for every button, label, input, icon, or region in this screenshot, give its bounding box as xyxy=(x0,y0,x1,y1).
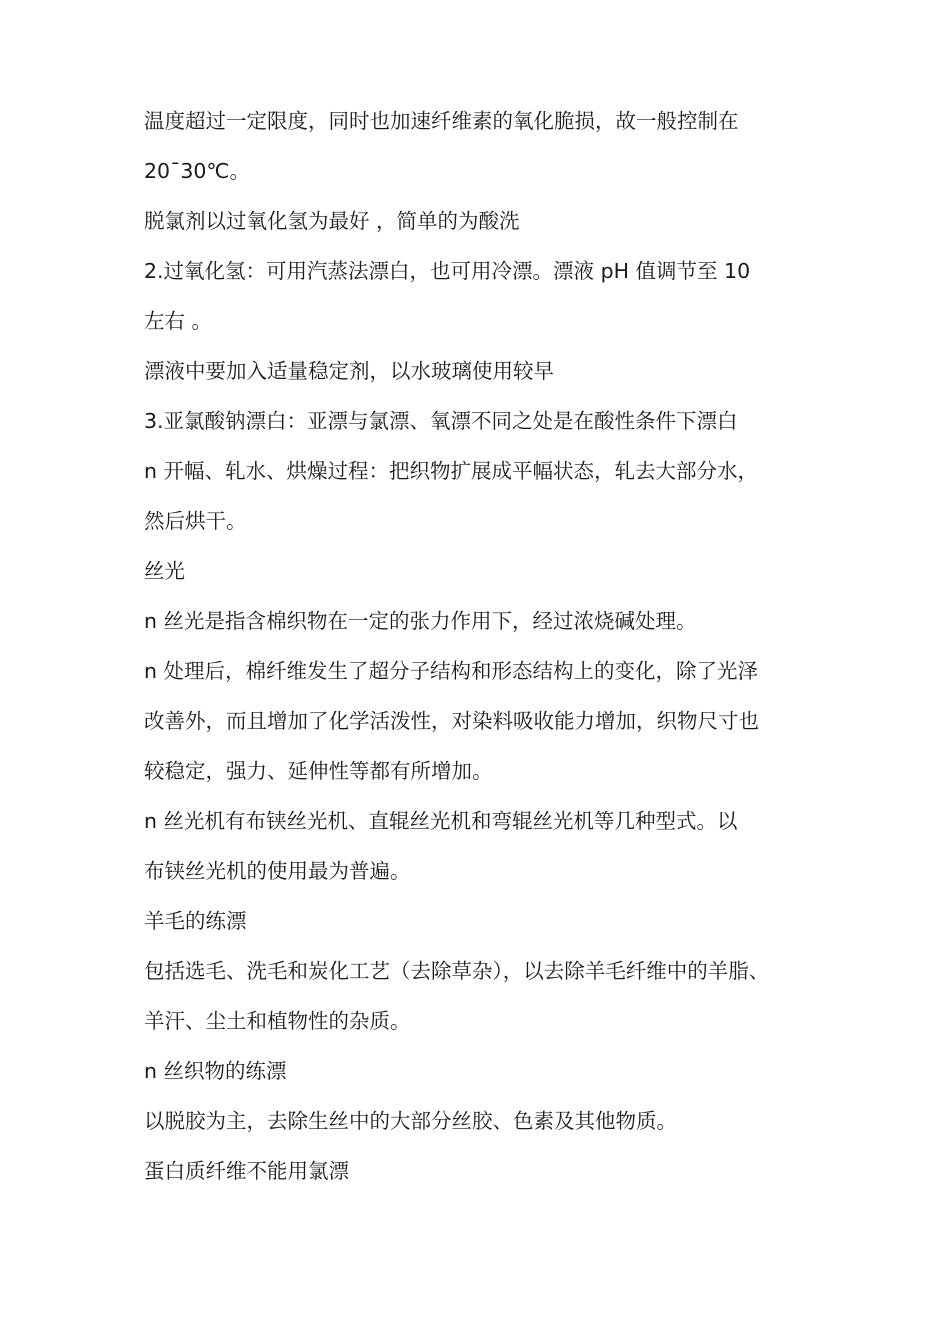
document-body xyxy=(144,96,814,1196)
text-line: 3.亚氯酸钠漂白：亚漂与氯漂、氧漂不同之处是在酸性条件下漂白 xyxy=(144,409,738,433)
section-heading: 羊毛的练漂 xyxy=(144,909,247,933)
text-line: n 丝光机有布铗丝光机、直辊丝光机和弯辊丝光机等几种型式。以 xyxy=(144,809,738,833)
text-line: 蛋白质纤维不能用氯漂 xyxy=(144,1159,349,1183)
text-line: n 开幅、轧水、烘燥过程：把织物扩展成平幅状态，轧去大部分水， xyxy=(144,459,759,483)
text-line: 2.过氧化氢：可用汽蒸法漂白，也可用冷漂。漂液 pH 值调节至 10 xyxy=(144,259,751,283)
text-line: 改善外，而且增加了化学活泼性，对染料吸收能力增加，织物尺寸也 xyxy=(144,709,759,733)
text-line: n 处理后，棉纤维发生了超分子结构和形态结构上的变化，除了光泽 xyxy=(144,659,759,683)
text-line: 包括选毛、洗毛和炭化工艺（去除草杂），以去除羊毛纤维中的羊脂、 xyxy=(144,959,770,983)
text-line: 20¯30℃。 xyxy=(144,159,250,183)
text-line: 布铗丝光机的使用最为普遍。 xyxy=(144,859,411,883)
text-line: n 丝织物的练漂 xyxy=(144,1059,287,1083)
text-line: 脱氯剂以过氧化氢为最好 ，简单的为酸洗 xyxy=(144,209,520,233)
text-line: 以脱胶为主，去除生丝中的大部分丝胶、色素及其他物质。 xyxy=(144,1109,677,1133)
text-line: 漂液中要加入适量稳定剂，以水玻璃使用较早 xyxy=(144,359,554,383)
section-heading: 丝光 xyxy=(144,559,185,583)
text-line: 较稳定，强力、延伸性等都有所增加。 xyxy=(144,759,493,783)
text-line: 羊汗、尘土和植物性的杂质。 xyxy=(144,1009,411,1033)
text-line: n 丝光是指含棉织物在一定的张力作用下，经过浓烧碱处理。 xyxy=(144,609,697,633)
text-line: 温度超过一定限度，同时也加速纤维素的氧化脆损，故一般控制在 xyxy=(144,109,739,133)
text-line: 然后烘干。 xyxy=(144,509,247,533)
text-line: 左右 。 xyxy=(144,309,213,333)
